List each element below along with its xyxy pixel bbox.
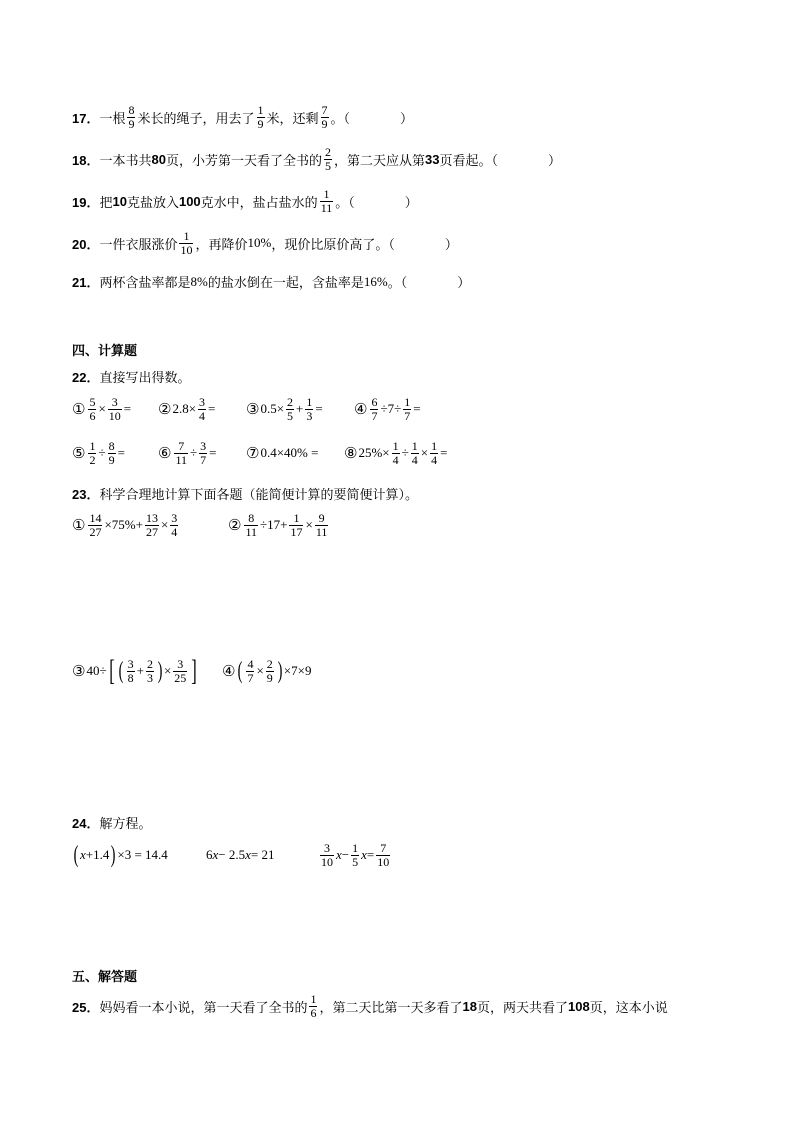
question-text: 直接写出得数。 [99,371,191,386]
fraction: $\frac{1}{9}$ [257,103,264,131]
question-text: 米长的绳子，用去了 [137,111,255,127]
question-19 [72,188,418,214]
expression-4: ④ ( $\frac{4}{7}$ × $\frac{2}{9}$ ) ×7×9 [222,656,312,685]
q22-row-2 [72,440,447,466]
question-number: 24． [72,816,100,831]
number: 80 [151,151,166,167]
question-text: 两杯含盐率都是 [99,276,191,291]
q22-row-1 [72,396,421,422]
expression-1: ① $\frac{5}{6}$ × $\frac{3}{10}$ = [72,395,132,423]
question-18 [72,146,561,172]
question-text: ，第二天应从第 [333,153,425,169]
question-25 [72,993,668,1019]
expression-2: ② $\frac{8}{11}$ ÷17+ $\frac{1}{17}$ × $\frac{9}{11}$ [228,511,328,539]
question-text: 页，两天共看了 [476,1000,568,1016]
question-text: 妈妈看一本小说，第一天看了全书的 [99,1000,308,1016]
question-text: 页，这本小说 [589,1000,668,1016]
answer-open-paren: 。（ [330,111,351,127]
percent: 16% [363,273,388,289]
q23-row-1 [72,512,330,538]
q23-row-2 [72,656,311,686]
expression-8: ⑧ 25%× $\frac{1}{4}$ ÷ $\frac{1}{4}$ × $\frac{1}{4}$ = [344,439,448,467]
question-number: 17． [72,110,100,126]
question-number: 21． [72,275,100,290]
question-text: 米，还剩 [266,111,319,127]
number: 100 [178,193,201,209]
fraction: $\frac{2}{5}$ [324,145,331,173]
question-number: 19． [72,194,100,210]
q24-equations [72,842,392,868]
answer-open-paren: 页看起。（ [439,153,498,169]
section-title: 四、计算题 [72,343,138,358]
answer-close-paren: ） [400,111,414,127]
answer-close-paren: ） [444,237,458,253]
number: 18 [462,998,477,1014]
fraction: $\frac{8}{9}$ [128,103,135,131]
number: 33 [424,151,440,167]
question-number: 22． [72,370,100,385]
question-17 [72,104,413,130]
question-text: ，现价比原价高了。（ [271,237,395,253]
expression-5: ⑤ $\frac{1}{2}$ ÷ $\frac{8}{9}$ = [72,439,125,467]
question-text: 的盐水倒在一起，含盐率是 [207,276,364,291]
question-text: 页，小芳第一天看了全书的 [165,153,322,169]
question-text: 科学合理地计算下面各题（能简便计算的要简便计算）。 [99,488,418,503]
question-22-title [72,367,190,386]
number: 108 [567,998,590,1014]
expression-3: ③ 0.5× $\frac{2}{5}$ + $\frac{1}{3}$ = [246,395,323,423]
fraction: $\frac{7}{9}$ [321,103,328,131]
question-24-title [72,813,151,832]
question-number: 23． [72,487,100,502]
question-text: 克水中，盐占盐水的 [200,195,318,211]
fraction: $\frac{1}{6}$ [310,992,317,1020]
equation-1: ( x +1.4 ) ×3 = 14.4 [73,842,168,869]
question-text: 。（ [387,276,408,291]
expression-6: ⑥ $\frac{7}{11}$ ÷ $\frac{3}{7}$ = [158,439,217,467]
expression-7: ⑦ 0.4×40% = [246,444,319,463]
section-title: 五、解答题 [72,969,138,984]
expression-1: ① $\frac{14}{27}$ ×75%+ $\frac{13}{27}$ × $\frac{3}{4}$ [72,511,178,539]
expression-4: ④ $\frac{6}{7}$ ÷7÷ $\frac{1}{7}$ = [354,395,421,423]
question-text: 一本书共 [99,153,152,169]
number: 10 [112,193,127,209]
question-number: 25． [72,999,100,1015]
fraction: $\frac{1}{10}$ [180,229,193,257]
question-text: 一件衣服涨价 [99,237,178,253]
question-text: ，再降价 [195,237,248,253]
answer-close-paren: ） [457,276,471,291]
question-text: 解方程。 [99,817,152,832]
percent: 10% [247,235,272,251]
question-number: 18． [72,152,100,168]
question-text: ，第二天比第一天多看了 [319,1000,463,1016]
equation-3: $\frac{3}{10}$ x − $\frac{1}{5}$ x = $\frac{7}{10}$ [321,841,390,869]
answer-close-paren: ） [547,153,561,169]
expression-3: ③ 40÷ [ ( $\frac{3}{8}$ + $\frac{2}{3}$ ) × $\frac{3}{25}$ ] [72,654,198,687]
answer-close-paren: ） [404,195,418,211]
answer-open-paren: 。（ [335,195,355,211]
question-text: 把 [99,195,113,211]
expression-2: ② 2.8× $\frac{3}{4}$ = [158,395,216,423]
question-text: 一根 [99,111,126,127]
question-text: 克盐放入 [126,195,179,211]
question-23-title [72,484,418,503]
question-21 [72,272,470,291]
equation-2: 6 x − 2.5 x = 21 [206,847,275,863]
percent: 8% [190,273,208,289]
question-number: 20． [72,236,100,252]
question-20 [72,230,458,256]
fraction: $\frac{1}{11}$ [320,187,333,215]
